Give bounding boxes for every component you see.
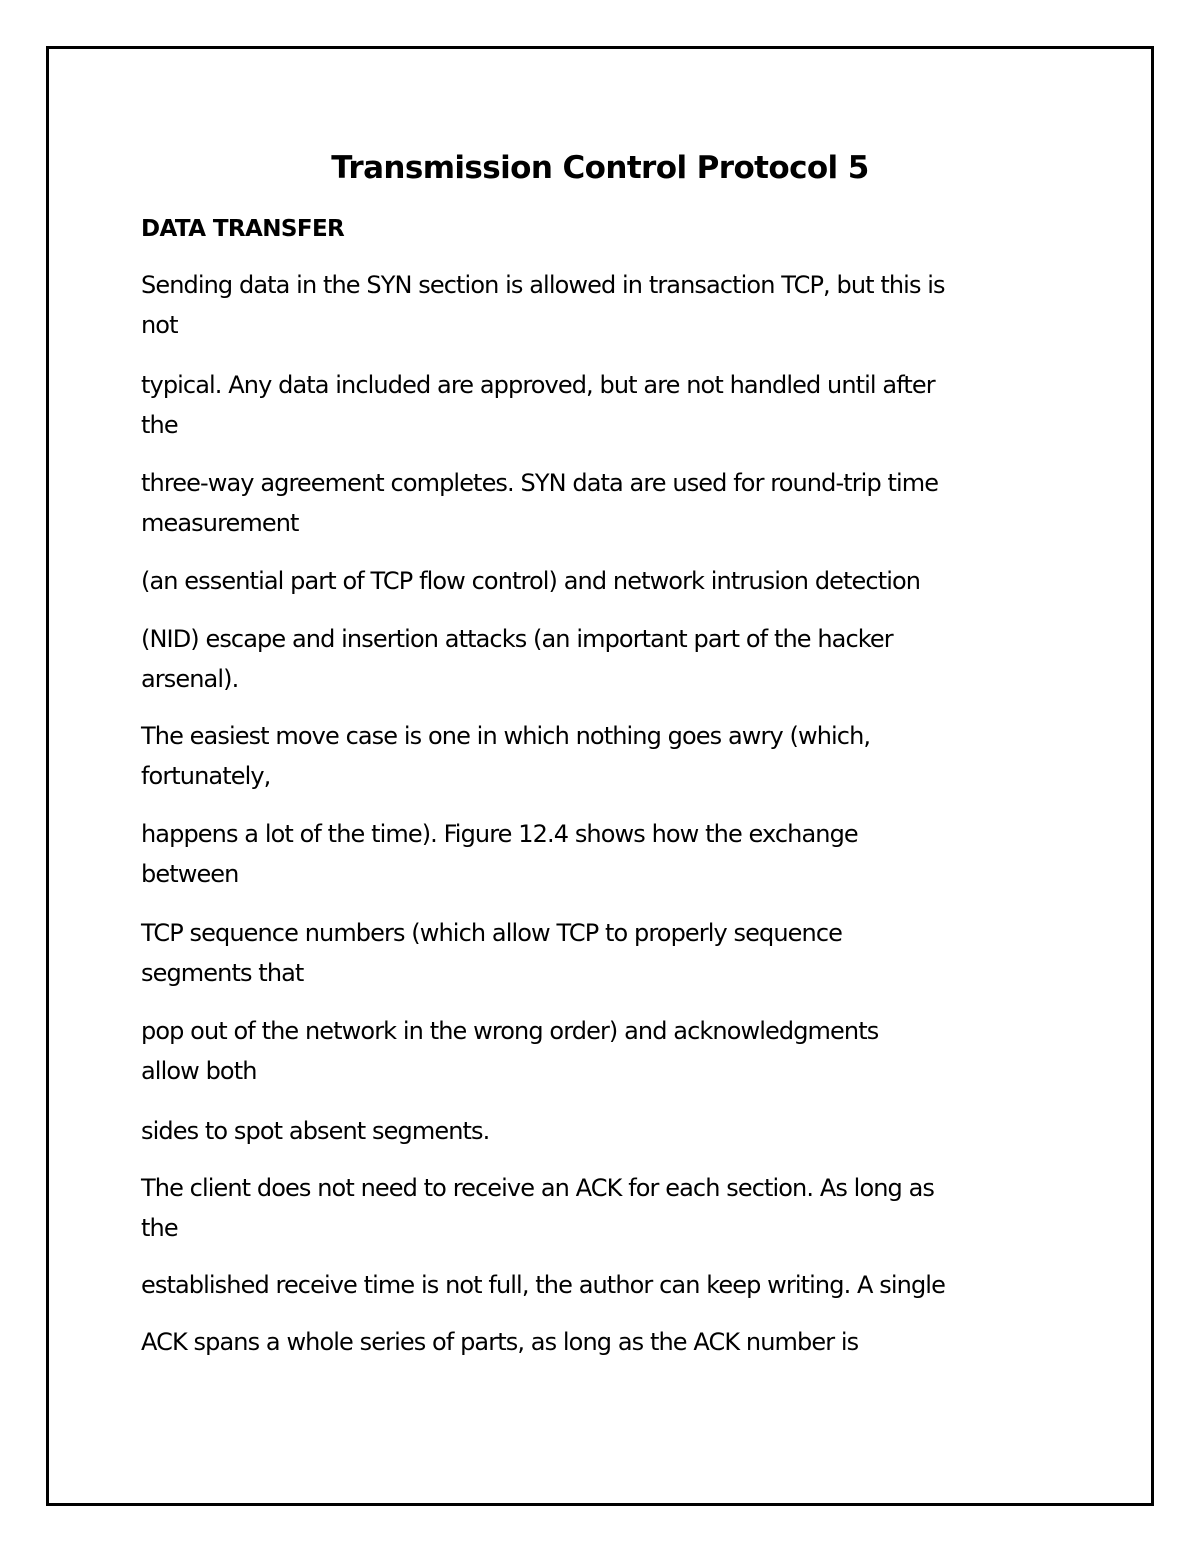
paragraph: happens a lot of the time). Figure 12.4 shows how the exchange between — [141, 820, 858, 888]
paragraph: The client does not need to receive an ACK for each section. As long as the — [141, 1174, 935, 1242]
paragraph: TCP sequence numbers (which allow TCP to properly sequence segments that — [141, 919, 842, 987]
paragraph: established receive time is not full, the author can keep writing. A single — [141, 1271, 945, 1299]
paragraph: ACK spans a whole series of parts, as long as the ACK number is — [141, 1328, 859, 1356]
section-heading: DATA TRANSFER — [141, 216, 345, 242]
paragraph: The easiest move case is one in which nothing goes awry (which, fortunately, — [141, 722, 871, 790]
paragraph: typical. Any data included are approved, but are not handled until after the — [141, 371, 935, 439]
paragraph: (NID) escape and insertion attacks (an important part of the hacker arsenal). — [141, 625, 893, 693]
paragraph: Sending data in the SYN section is allowed in transaction TCP, but this is not — [141, 271, 945, 339]
paragraph: three-way agreement completes. SYN data are used for round-trip time measurement — [141, 469, 939, 537]
paragraph: sides to spot absent segments. — [141, 1117, 490, 1145]
paragraph: (an essential part of TCP flow control) and network intrusion detection — [141, 567, 921, 595]
page-title: Transmission Control Protocol 5 — [331, 150, 869, 186]
paragraph: pop out of the network in the wrong order) and acknowledgments allow both — [141, 1017, 879, 1085]
